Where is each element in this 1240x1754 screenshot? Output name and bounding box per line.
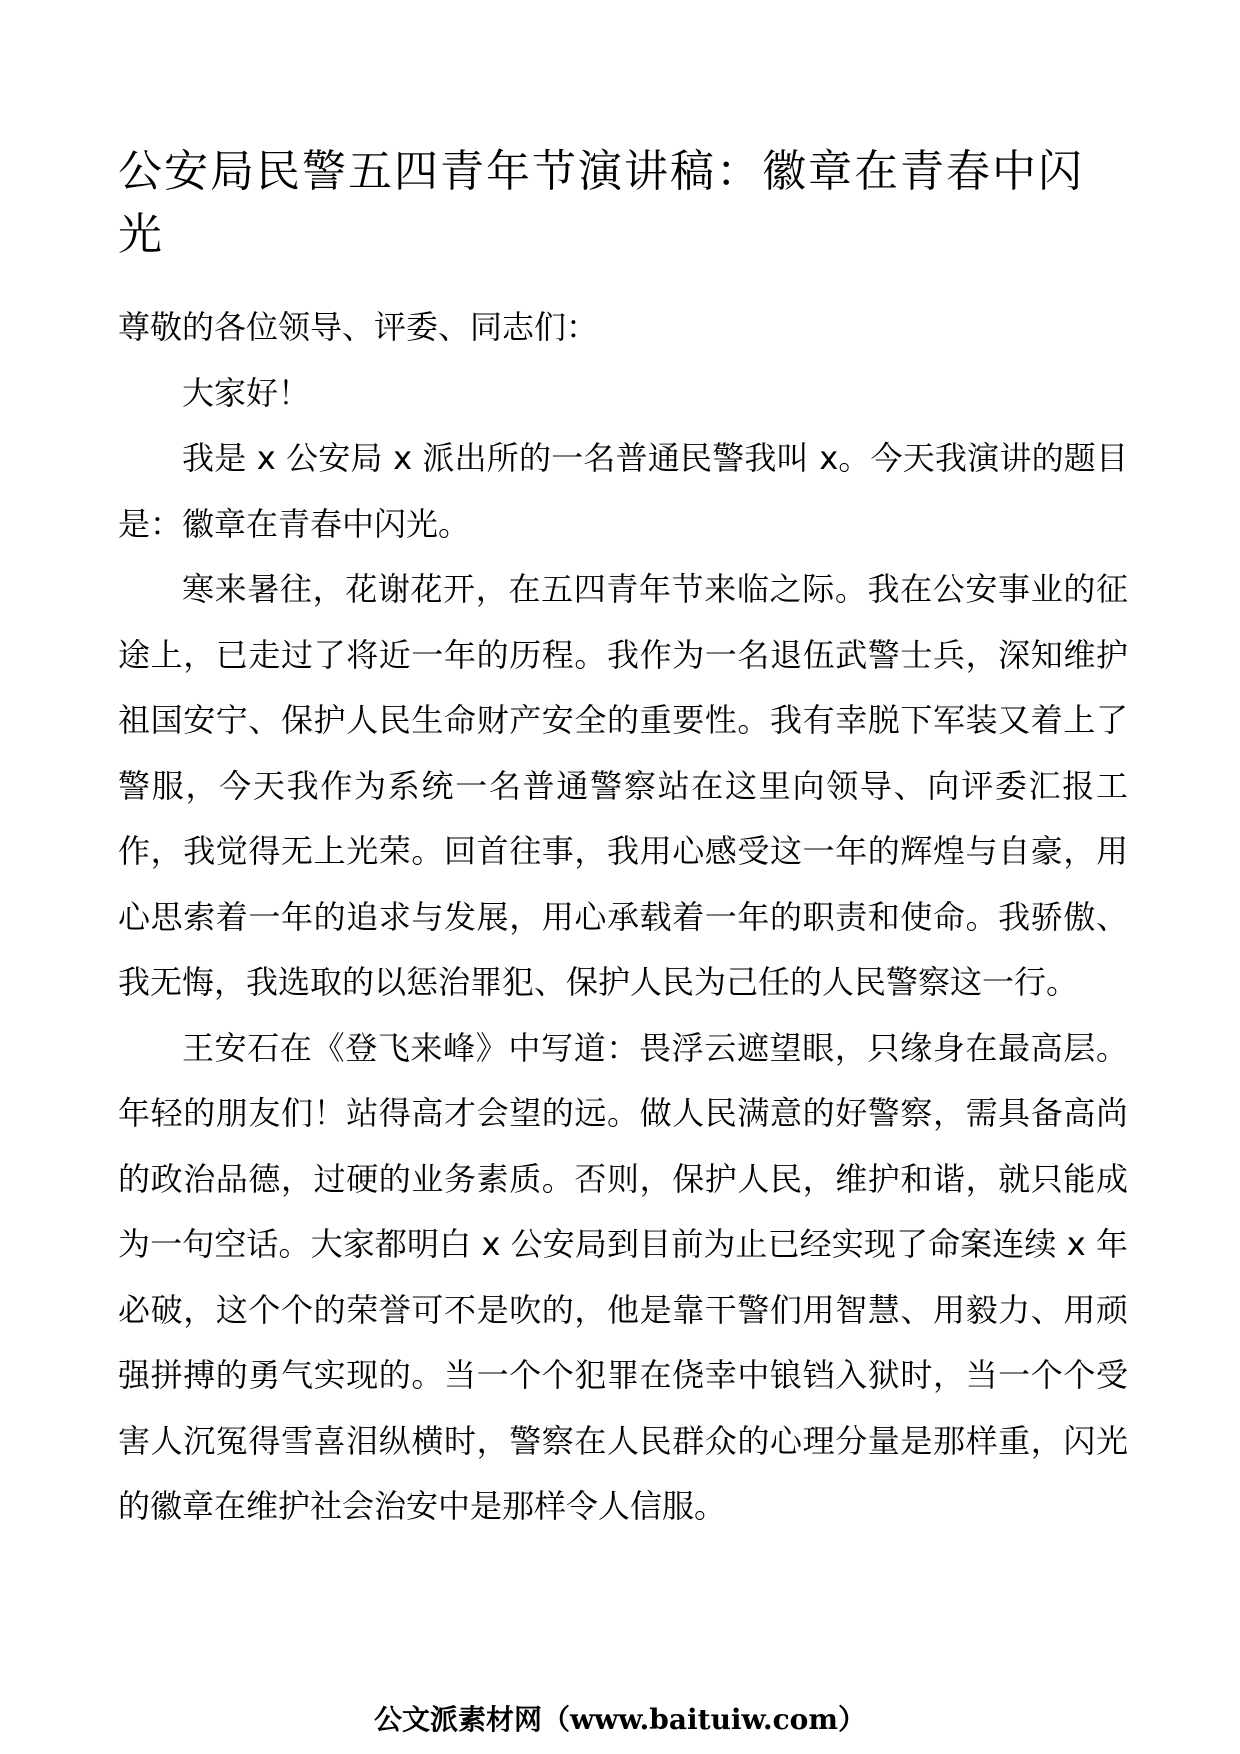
document-body — [118, 295, 1128, 1540]
paragraph-greeting: 大家好！ — [182, 373, 311, 412]
paragraph-career: 寒来暑往，花谢花开，在五四青年节来临之际。我在公安事业的征途上，已走过了将近一年的历程。我作为一名退伍武警士兵，深知维护祖国安宁、保护人民生命财产安全的重要性。我有幸脱下军装又着上了警服，今天我作为系统一名普通警察站在这里向领导、向评委汇报工作，我觉得无上光荣。回首往事，我用心感受这一年的辉煌与自豪，用心思索着一年的追求与发展，用心承载着一年的职责和使命。我骄傲、我无悔，我选取的以惩治罪犯、保护人民为己任的人民警察这一行。 — [118, 570, 1128, 1001]
document-title: 公安局民警五四青年节演讲稿：徽章在青春中闪光 — [118, 146, 1084, 260]
salutation: 尊敬的各位领导、评委、同志们： — [118, 308, 599, 346]
paragraph-introduction: 我是 x 公安局 x 派出所的一名普通民警我叫 x。今天我演讲的题目是：徽章在青春中闪光。 — [118, 439, 1128, 543]
paragraph-poem: 王安石在《登飞来峰》中写道：畏浮云遮望眼，只缘身在最高层。年轻的朋友们！站得高才会望的远。做人民满意的好警察，需具备高尚的政治品德，过硬的业务素质。否则，保护人民，维护和谐，就只能成为一句空话。大家都明白 x 公安局到目前为止已经实现了命案连续 x 年必破，这个个的荣誉可不是吹的，他是靠干警们用智慧、用毅力、用顽强拼搏的勇气实现的。当一个个犯罪在侥幸中锒铛入狱时，当一个个受害人沉冤得雪喜泪纵横时，警察在人民群众的心理分量是那样重，闪光的徽章在维护社会治安中是那样令人信服。 — [118, 1028, 1128, 1525]
source-watermark: 公文派素材网（www.baituiw.com） — [374, 1703, 866, 1736]
